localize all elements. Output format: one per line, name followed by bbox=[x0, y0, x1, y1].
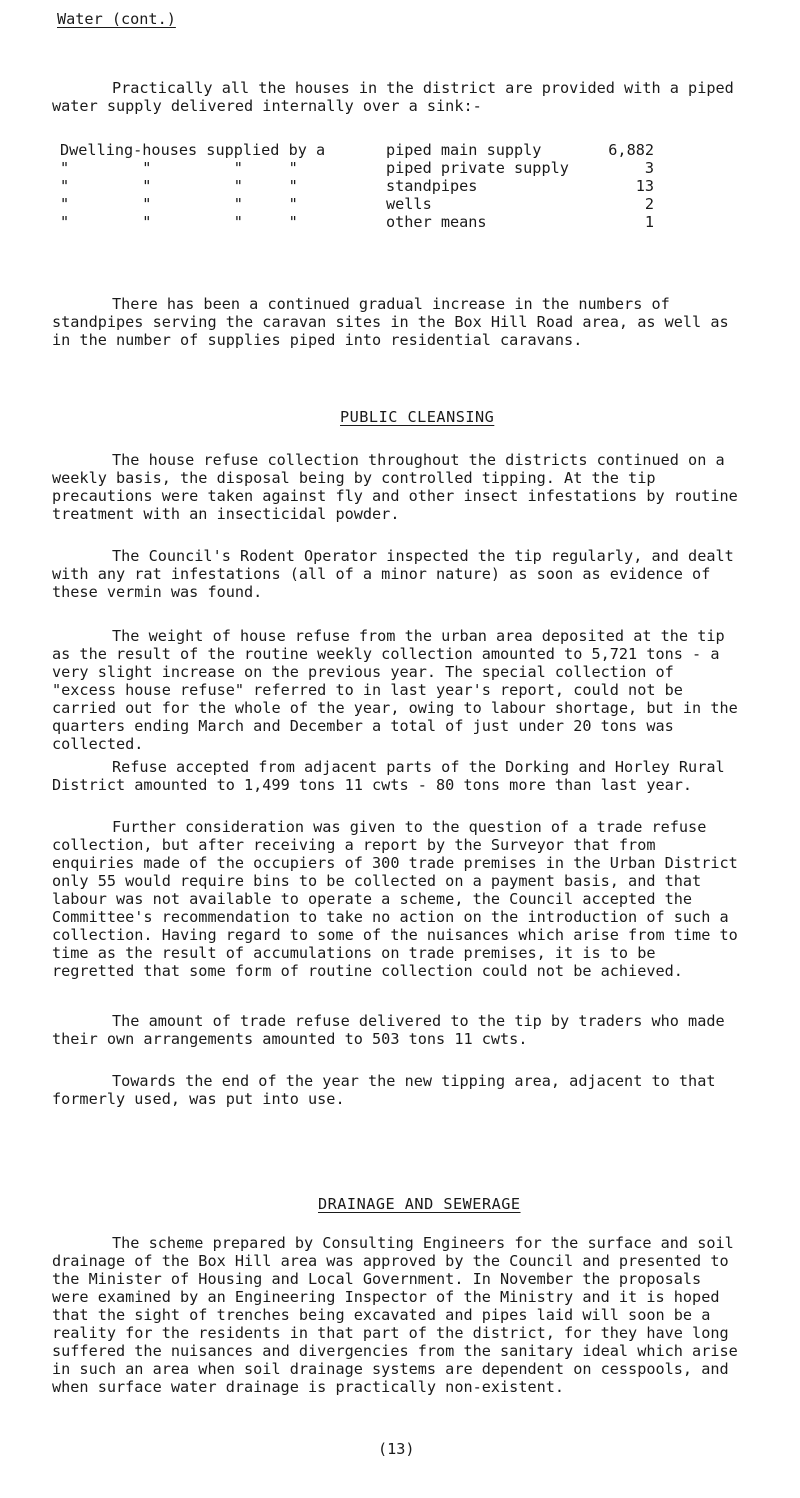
row-label: " " " " bbox=[60, 177, 298, 195]
cleansing-paragraph-5: Further consideration was given to the question of a trade refuse collection, but after receiving a report by the Surveyor that from enquiries made of the occupiers of 300 trade premises in the Urban District only 55 would require bins to be collected on a payment basis, and that labour was not available to operate a scheme, the Council accepted the Committee's recommendation to take no action on the introduction of such a collection. Having regard to some of the nuisances which arise from time to time as the result of accumulations on trade premises, it is to be regretted that some form of routine collection could not be achieved. bbox=[52, 818, 738, 980]
table-row bbox=[60, 213, 654, 231]
row-count: 3 bbox=[644, 159, 654, 177]
table-row bbox=[60, 159, 654, 177]
table-row bbox=[60, 177, 654, 195]
cleansing-paragraph-2: The Council's Rodent Operator inspected the tip regularly, and dealt with any rat infestations (all of a minor nature) as soon as evidence of these vermin was found. bbox=[52, 547, 734, 601]
cleansing-paragraph-1: The house refuse collection throughout the districts continued on a weekly basis, the disposal being by controlled tipping. At the tip precautions were taken against fly and other insect infestations by routine treatment with an insecticidal powder. bbox=[52, 451, 738, 523]
running-head: Water (cont.) bbox=[57, 10, 176, 28]
row-count: 2 bbox=[644, 195, 654, 213]
row-label: " " " " bbox=[60, 213, 298, 231]
page-number: (13) bbox=[378, 1440, 415, 1458]
row-means: standpipes bbox=[386, 177, 478, 195]
row-means: piped main supply bbox=[386, 141, 542, 159]
row-count: 6,882 bbox=[608, 141, 654, 159]
section-heading-drainage: DRAINAGE AND SEWERAGE bbox=[318, 1195, 521, 1213]
row-label: " " " " bbox=[60, 195, 298, 213]
section-heading-public-cleansing: PUBLIC CLEANSING bbox=[340, 408, 495, 426]
row-means: other means bbox=[386, 213, 487, 231]
row-label: " " " " bbox=[60, 159, 298, 177]
standpipes-paragraph: There has been a continued gradual increase in the numbers of standpipes serving the caravan sites in the Box Hill Road area, as well as in the number of supplies piped into residential caravans. bbox=[52, 295, 729, 349]
row-count: 13 bbox=[635, 177, 654, 195]
cleansing-paragraph-6: The amount of trade refuse delivered to the tip by traders who made their own arrangements amounted to 503 tons 11 cwts. bbox=[52, 1012, 725, 1048]
cleansing-paragraph-3: The weight of house refuse from the urban area deposited at the tip as the result of the routine weekly collection amounted to 5,721 tons - a very slight increase on the previous year. The special collection of "excess house refuse" referred to in last year's report, could not be carried out for the whole of the year, owing to labour shortage, but in the quarters ending March and December a total of just under 20 tons was collected. bbox=[52, 627, 738, 753]
row-label: Dwelling-houses supplied by a bbox=[60, 141, 326, 159]
row-means: piped private supply bbox=[386, 159, 569, 177]
cleansing-paragraph-7: Towards the end of the year the new tipping area, adjacent to that formerly used, was put into use. bbox=[52, 1072, 716, 1108]
drainage-paragraph: The scheme prepared by Consulting Engineers for the surface and soil drainage of the Box Hill area was approved by the Council and presented to the Minister of Housing and Local Government. In November the proposals were examined by an Engineering Inspector of the Ministry and it is hoped that the sight of trenches being excavated and pipes laid will soon be a reality for the residents in that part of the district, for they have long suffered the nuisances and divergencies from the sanitary ideal which arise in such an area when soil drainage systems are dependent on cesspools, and when surface water drainage is practically non-existent. bbox=[52, 1234, 738, 1396]
table-row bbox=[60, 141, 654, 159]
intro-paragraph: Practically all the houses in the district are provided with a piped water supply delivered internally over a sink:- bbox=[52, 79, 734, 115]
cleansing-paragraph-4: Refuse accepted from adjacent parts of the Dorking and Horley Rural District amounted to 1,499 tons 11 cwts - 80 tons more than last year. bbox=[52, 758, 725, 794]
water-supply-table bbox=[60, 141, 654, 231]
row-means: wells bbox=[386, 195, 432, 213]
table-row bbox=[60, 195, 654, 213]
row-count: 1 bbox=[644, 213, 654, 231]
